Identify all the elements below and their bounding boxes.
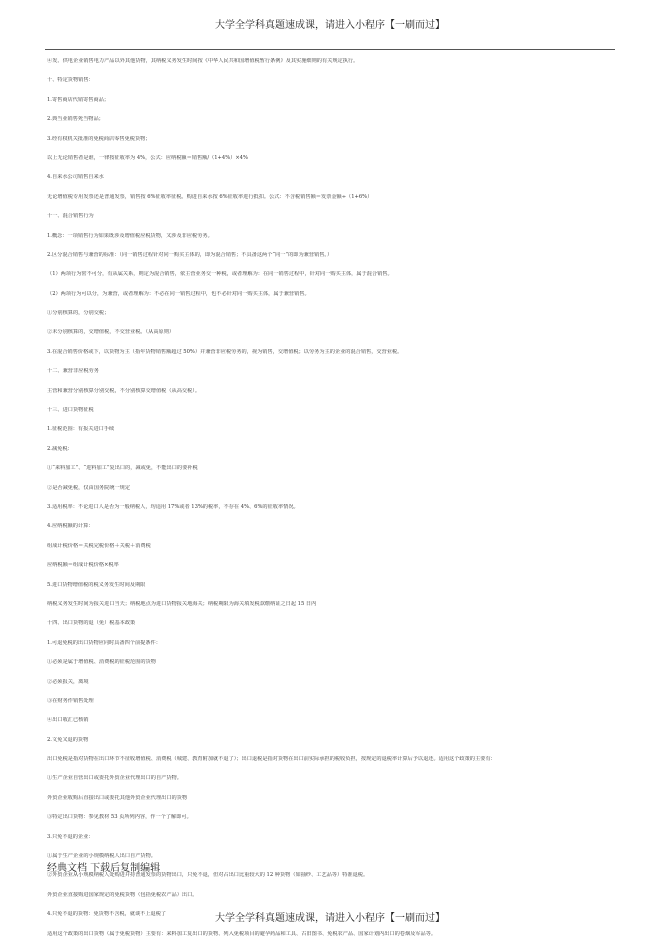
text-line: 组成计税价格＝关税完税价格＋关税＋消费税	[47, 542, 151, 549]
text-line: 纳税义务发生时间为报关进口当天；纳税地点为进口货物报关地海关；纳税期限为海关填发税款缴纳证之日起 15 日内	[47, 600, 317, 607]
text-line: ④发、供电企业销售电力产品以外其他货物，其纳税义务发生时间按《中华人民共和国增值税暂行条例》及其实施细则的有关规定执行。	[47, 58, 359, 64]
text-line: 1.征税范围：有报关进口手续	[47, 426, 115, 433]
text-line: ①“来料加工”、“进料加工”复出口的，减或免，不能出口的要补税	[47, 465, 198, 472]
text-line: ②必须报关，离境	[47, 678, 89, 685]
text-line: ②未分别核算的，交增值税，不交营业税。（从高原则）	[47, 329, 175, 336]
text-line: （1）两项行为密不可分，有从属关系，则定为混合销售，依主营业务交一种税，或者理解为：在同一销售过程中，针对同一购买主体，属于混合销售。	[47, 271, 393, 278]
text-line: ②是否减免税，仅由国务院统一规定	[47, 484, 131, 491]
text-line: 无论增值税专用发票还是普通发票，销售按 6%征收率征税。购进自来水按 6%征收率进行抵扣。公式：不含税销售额＝发票金额÷（1+6%）	[47, 193, 373, 200]
text-line: 3.在混合销售价格或下，以货物为主（指年货物销售额超过 50%）并兼营非应税劳务的，视为销售，交增值税；以劳务为主的企业的混合销售，交营业税。	[47, 348, 403, 355]
page-footer: 大学全学科真题速成课，请进入小程序【一刷而过】	[215, 913, 445, 924]
text-line: 外贸企业直接购进国家规定的免税货物（包括免税农产品）出口。	[47, 891, 198, 898]
text-line: 4.自来水公司销售自来水	[47, 174, 104, 181]
text-line: 出口免税是指对货物在出口环节不征收增值税、消费税（城建、教育附加就不退了）；出口退税是指对货物在出口前实际承担的税收负担，按规定的退税率计算后予以退还。适用这个政策的主要有：	[47, 756, 496, 763]
text-line: ①分别核算的，分别交税；	[47, 310, 110, 317]
text-line: ④出口收汇已核销	[47, 717, 89, 724]
text-line: 3.只免不退的企业：	[47, 833, 94, 840]
text-line: 2.减免税：	[47, 445, 73, 452]
text-line: ①属于生产企业的小规模纳税人出口自产货物。	[47, 853, 156, 860]
text-line: 以上无论销售者是谁，一律按征收率为 4%，公式：应纳税额＝销售额/（1+4%）×4%	[47, 154, 248, 161]
text-line: 十一、混合销售行为	[47, 213, 94, 220]
closing-note: 经典文档 下载后复制编辑	[47, 863, 161, 874]
text-line: ①必须是属于增值税、消费税的征税范围的货物	[47, 659, 156, 666]
text-line: 2.文免又退的货物	[47, 736, 89, 743]
text-line: ③特定出口货物：参见教材 53 页所列内容，作一个了解即可。	[47, 814, 192, 821]
header-rule	[45, 49, 615, 50]
text-line: 2.典当业销售死当物品；	[47, 116, 104, 123]
text-line: 适用这个政策的出口货物（属于免税货物）主要有：来料加工复出口的货物、列入免税项目的避孕药品和工具、古旧图书、免税农产品、国家计划内出口的卷烟及军品等。	[47, 930, 437, 937]
text-line: 十、特定货物销售：	[47, 77, 94, 84]
text-line: 十四、出口货物的退（免）税基本政策	[47, 620, 136, 627]
text-line: ③在财务作销售处理	[47, 697, 94, 704]
text-line: 3.适用税率：不论进口人是否为一般纳税人，均适用 17%或者 13%的税率，不存在 4%、6%的征收率情况。	[47, 503, 299, 510]
text-line: 主营和兼营分别核算分别交税，不分别核算交增值税（从高交税）。	[47, 387, 201, 394]
text-line: 十二、兼营非应税劳务	[47, 368, 99, 375]
text-line: 5.进口货物增值税的税义务发生时间及期限	[47, 581, 146, 588]
text-line: 十三、进口货物征税	[47, 407, 94, 414]
text-line: ②外贸企业从小规模纳税人处购进并持普通发票的货物出口，只免不退，但对占出口比重较大的 12 种货物（如抽纱、工艺品等）特准退税。	[47, 872, 369, 879]
text-line: 3.经有权机关批准的免税商店零售免税货物；	[47, 135, 151, 142]
text-line: 2.区分混合销售与兼营的标准：（同一销售过程针对同一购买主体的，即为混合销售；不具备这两个“同一”的即为兼营销售。）	[47, 251, 333, 258]
text-line: 应纳税额＝组成计税价格×税率	[47, 562, 119, 569]
text-line: ①生产企业自营出口或委托外贸企业代理出口的自产货物。	[47, 775, 182, 782]
text-line: （2）两项行为可以分，为兼营，或者理解为：不必在同一销售过程中，也不必针对同一购买主体，属于兼营销售。	[47, 290, 310, 297]
text-line: 4.只免不退的货物：免货物不含税，就谈不上退税了	[47, 911, 167, 918]
page-header: 大学全学科真题速成课，请进入小程序【一刷而过】	[215, 20, 445, 31]
text-line: 外贸企业收购后直接出口或委托其他外贸企业代理出口的货物	[47, 794, 188, 801]
text-line: 1.寄售商店代销寄售商品；	[47, 96, 110, 103]
text-line: 4.应纳税额的计算：	[47, 523, 94, 530]
document-body	[47, 58, 627, 950]
text-line: 1.可退免税的出口货物应同时具备四个前提条件：	[47, 639, 161, 646]
text-line: 1.概念：一项销售行为如果既涉及增值税应税货物，又涉及非应税劳务。	[47, 232, 213, 239]
